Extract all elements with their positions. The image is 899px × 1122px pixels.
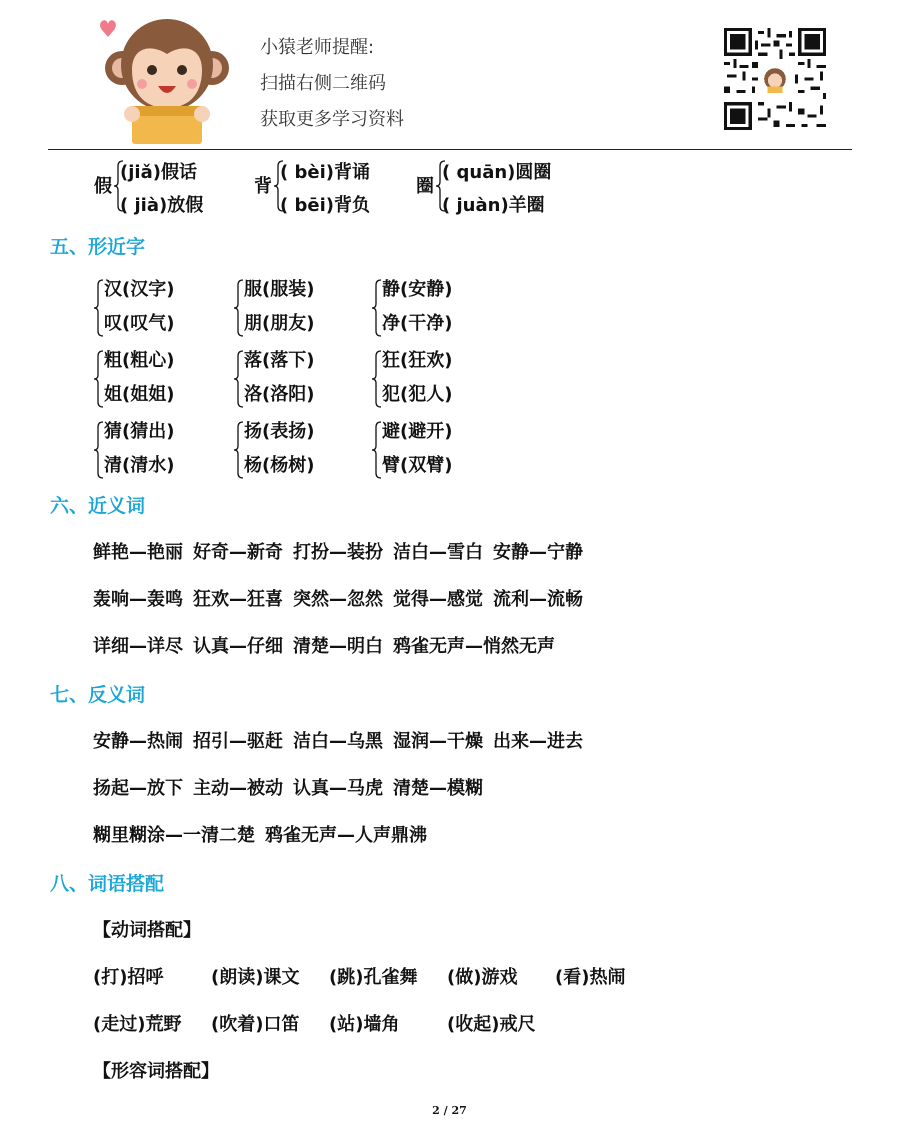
brace-icon (94, 421, 104, 479)
synonym-pair: 认真—仔细 (193, 636, 283, 657)
page-number: 2 / 27 (432, 1104, 467, 1117)
similar-char-item: 静(安静) (382, 279, 453, 300)
antonym-pair: 清楚—模糊 (393, 778, 483, 799)
similar-char-item: 狂(狂欢) (382, 350, 453, 371)
synonym-pair: 觉得—感觉 (393, 589, 483, 610)
similar-char-item: 扬(表扬) (244, 421, 315, 442)
polyphone-reading: ( jià)放假 (120, 195, 204, 216)
synonym-pair: 鲜艳—艳丽 (93, 542, 183, 563)
synonym-pair: 打扮—装扮 (293, 542, 383, 563)
similar-char-item: 犯(犯人) (382, 384, 453, 405)
synonym-pair: 好奇—新奇 (193, 542, 283, 563)
similar-char-item: 洛(洛阳) (244, 384, 315, 405)
synonym-pair: 洁白—雪白 (393, 542, 483, 563)
antonym-pair: 洁白—乌黑 (293, 731, 383, 752)
collocation-item: (做)游戏 (447, 967, 518, 988)
monkey-mascot-icon (92, 10, 242, 148)
collocation-item: (站)墙角 (329, 1014, 400, 1035)
synonym-pair: 轰响—轰鸣 (93, 589, 183, 610)
brace-icon (234, 279, 244, 337)
antonym-row (93, 774, 493, 800)
polyphone-char: 背 (254, 176, 272, 197)
similar-char-item: 服(服装) (244, 279, 315, 300)
qr-code-icon[interactable] (724, 28, 826, 130)
collocation-item: (看)热闹 (555, 967, 626, 988)
similar-char-item: 杨(杨树) (244, 455, 315, 476)
verb-collocation-row (93, 963, 625, 989)
section-heading-similar-chars: 五、形近字 (50, 236, 146, 258)
similar-char-item: 汉(汉字) (104, 279, 175, 300)
antonym-pair: 鸦雀无声—人声鼎沸 (265, 825, 427, 846)
reminder-line-2: 扫描右侧二维码 (260, 73, 386, 94)
similar-char-item: 避(避开) (382, 421, 453, 442)
page-header (0, 0, 899, 150)
antonym-row (93, 727, 593, 753)
brace-icon (234, 350, 244, 408)
section-heading-synonyms: 六、近义词 (50, 495, 146, 517)
synonym-pair: 流利—流畅 (493, 589, 583, 610)
antonym-pair: 扬起—放下 (93, 778, 183, 799)
brace-icon (372, 279, 382, 337)
collocation-item: (跳)孔雀舞 (329, 967, 418, 988)
polyphone-char: 圈 (416, 176, 434, 197)
brace-icon (234, 421, 244, 479)
polyphone-reading: ( bèi)背诵 (280, 162, 370, 183)
collocation-item: (收起)戒尺 (447, 1014, 536, 1035)
brace-icon (94, 350, 104, 408)
section-heading-collocation: 八、词语搭配 (50, 873, 165, 895)
adjective-collocation-label: 【形容词搭配】 (93, 1061, 219, 1082)
antonym-pair: 糊里糊涂—一清二楚 (93, 825, 255, 846)
brace-icon (372, 350, 382, 408)
reminder-text (260, 30, 404, 138)
synonym-pair: 狂欢—狂喜 (193, 589, 283, 610)
similar-char-item: 落(落下) (244, 350, 315, 371)
verb-collocation-row (93, 1010, 535, 1036)
antonym-pair: 安静—热闹 (93, 731, 183, 752)
antonym-pair: 湿润—干燥 (393, 731, 483, 752)
antonym-row (93, 821, 437, 847)
synonym-pair: 清楚—明白 (293, 636, 383, 657)
similar-char-item: 净(干净) (382, 313, 453, 334)
similar-char-item: 叹(叹气) (104, 313, 175, 334)
polyphone-reading: ( bēi)背负 (280, 195, 370, 216)
synonym-pair: 详细—详尽 (93, 636, 183, 657)
collocation-item: (吹着)口笛 (211, 1014, 300, 1035)
similar-char-item: 猜(猜出) (104, 421, 175, 442)
synonym-row (93, 632, 565, 658)
synonym-pair: 安静—宁静 (493, 542, 583, 563)
similar-char-item: 清(清水) (104, 455, 175, 476)
antonym-pair: 出来—进去 (493, 731, 583, 752)
similar-char-item: 臂(双臂) (382, 455, 453, 476)
header-divider (48, 149, 852, 150)
collocation-item: (走过)荒野 (93, 1014, 182, 1035)
verb-collocation-label: 【动词搭配】 (93, 920, 201, 941)
antonym-pair: 招引—驱赶 (193, 731, 283, 752)
synonym-pair: 鸦雀无声—悄然无声 (393, 636, 555, 657)
synonym-row (93, 538, 593, 564)
similar-char-item: 朋(朋友) (244, 313, 315, 334)
similar-char-item: 姐(姐姐) (104, 384, 175, 405)
collocation-item: (朗读)课文 (211, 967, 300, 988)
reminder-line-3: 获取更多学习资料 (260, 109, 404, 130)
brace-icon (372, 421, 382, 479)
synonym-pair: 突然—忽然 (293, 589, 383, 610)
collocation-item: (打)招呼 (93, 967, 164, 988)
polyphone-reading: ( juàn)羊圈 (442, 195, 545, 216)
reminder-line-1: 小猿老师提醒: (260, 37, 375, 58)
antonym-pair: 认真—马虎 (293, 778, 383, 799)
polyphone-reading: (jiǎ)假话 (120, 162, 197, 183)
brace-icon (94, 279, 104, 337)
antonym-pair: 主动—被动 (193, 778, 283, 799)
polyphone-reading: ( quān)圆圈 (442, 162, 552, 183)
synonym-row (93, 585, 593, 611)
similar-char-item: 粗(粗心) (104, 350, 175, 371)
section-heading-antonyms: 七、反义词 (50, 684, 146, 706)
polyphone-char: 假 (94, 176, 112, 197)
